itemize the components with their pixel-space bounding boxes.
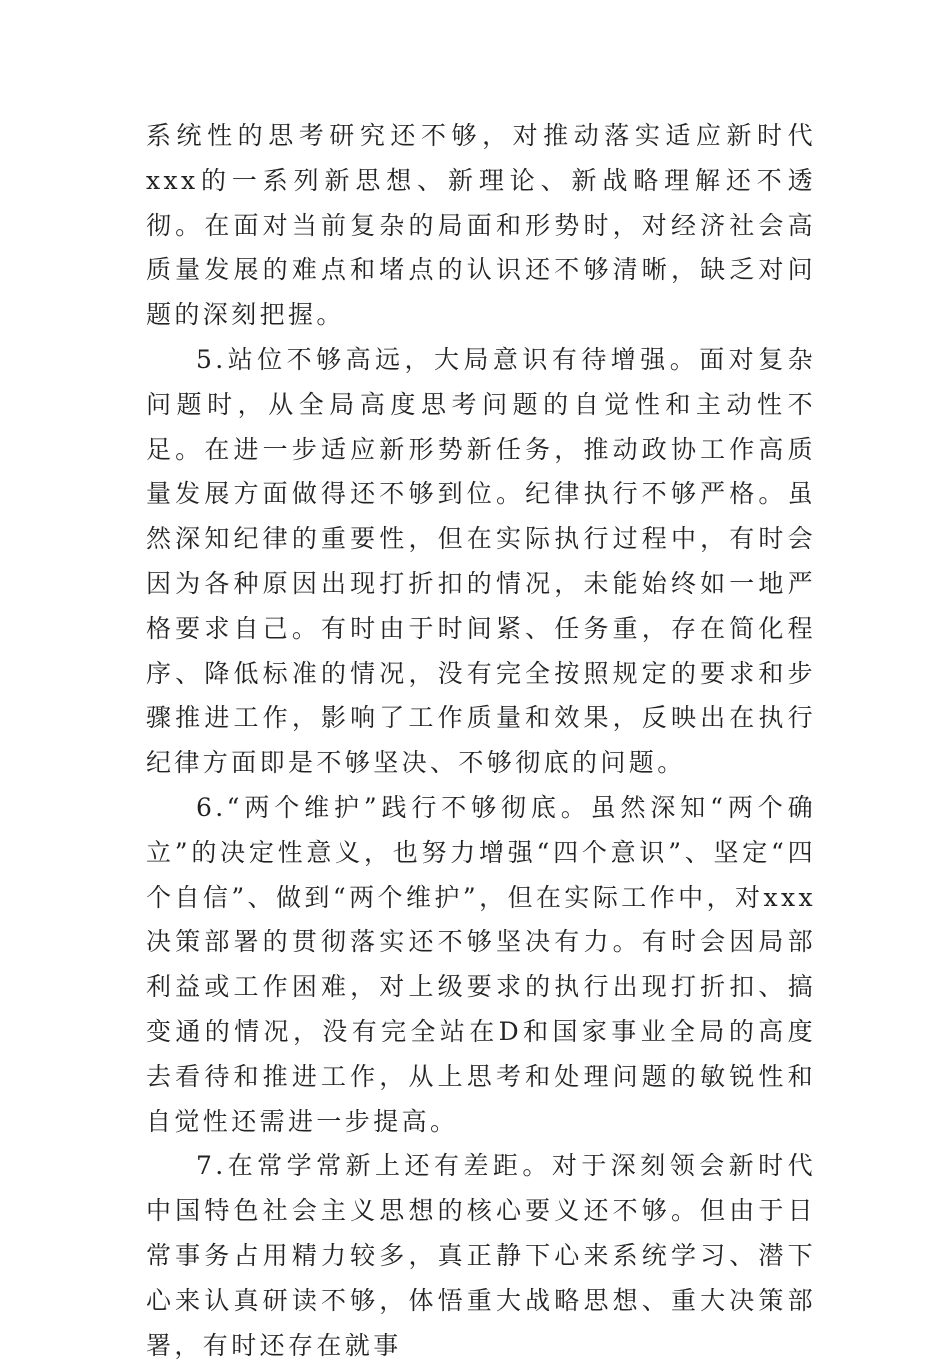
paragraph-continuation: 系统性的思考研究还不够，对推动落实适应新时代xxx的一系列新思想、新理论、新战略理解还不透彻。在面对当前复杂的局面和形势时，对经济社会高质量发展的难点和堵点的认识还不够清晰，缺乏对问题的深刻把握。 (146, 121, 816, 330)
paragraph-item-7: 7.在常学常新上还有差距。对于深刻领会新时代中国特色社会主义思想的核心要义还不够。但由于日常事务占用精力较多，真正静下心来系统学习、潜下心来认真研读不够，体悟重大战略思想、重大决策部署，有时还存在就事 (146, 1151, 816, 1360)
paragraph-item-5: 5.站位不够高远，大局意识有待增强。面对复杂问题时，从全局高度思考问题的自觉性和主动性不足。在进一步适应新形势新任务，推动政协工作高质量发展方面做得还不够到位。纪律执行不够严格。虽然深知纪律的重要性，但在实际执行过程中，有时会因为各种原因出现打折扣的情况，未能始终如一地严格要求自己。有时由于时间紧、任务重，存在简化程序、降低标准的情况，没有完全按照规定的要求和步骤推进工作，影响了工作质量和效果，反映出在执行纪律方面即是不够坚决、不够彻底的问题。 (146, 344, 816, 778)
paragraph-item-6: 6.“两个维护”践行不够彻底。虽然深知“两个确立”的决定性意义，也努力增强“四个意识”、坚定“四个自信”、做到“两个维护”，但在实际工作中，对xxx决策部署的贯彻落实还不够坚决有力。有时会因局部利益或工作困难，对上级要求的执行出现打折扣、搞变通的情况，没有完全站在D和国家事业全局的高度去看待和推进工作，从上思考和处理问题的敏锐性和自觉性还需进一步提高。 (146, 792, 816, 1136)
document-body (146, 114, 816, 1368)
